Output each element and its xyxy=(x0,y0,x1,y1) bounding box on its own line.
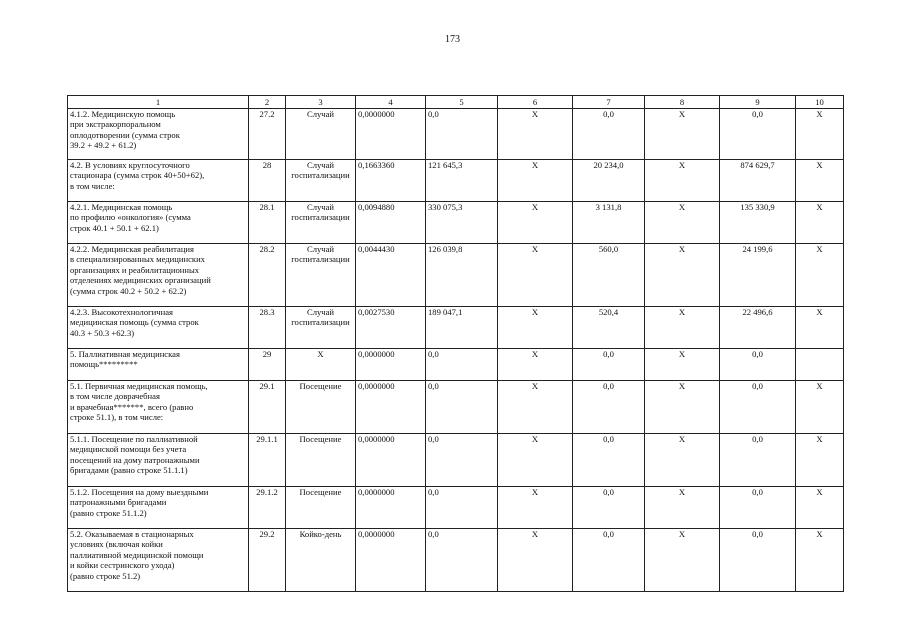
col7-cell: 0,0 xyxy=(573,349,645,381)
row-name-cell-line: 4.1.2. Медицинскую помощь xyxy=(70,109,176,119)
col8-cell: X xyxy=(645,244,720,307)
col6-cell: X xyxy=(498,307,573,349)
header-row xyxy=(68,96,844,109)
unit-cell-line: Случай xyxy=(306,244,335,254)
unit-cell-line: Посещение xyxy=(299,381,342,391)
cost-cell: 0,0 xyxy=(426,109,498,160)
cost-cell: 0,0 xyxy=(426,434,498,487)
col8-cell: X xyxy=(645,202,720,244)
row-name-cell xyxy=(68,487,249,529)
column-header: 1 xyxy=(68,96,249,109)
row-name-cell-line: 5.2. Оказываемая в стационарных xyxy=(70,529,194,539)
col6-cell: X xyxy=(498,109,573,160)
col9-cell: 0,0 xyxy=(720,434,796,487)
volume-cell: 0,0000000 xyxy=(356,434,426,487)
row-number-cell: 29.1 xyxy=(249,381,286,434)
col8-cell: X xyxy=(645,349,720,381)
row-name-cell-line: (сумма строк 40.2 + 50.2 + 62.2) xyxy=(70,285,187,296)
row-number-cell: 29.1.1 xyxy=(249,434,286,487)
col8-cell: X xyxy=(645,487,720,529)
row-number-cell: 28.2 xyxy=(249,244,286,307)
column-header: 10 xyxy=(796,96,844,109)
row-name-cell-line: помощь********* xyxy=(70,359,138,370)
volume-cell: 0,0000000 xyxy=(356,529,426,592)
unit-cell-line: Койко-день xyxy=(299,529,342,539)
cost-cell: 0,0 xyxy=(426,349,498,381)
unit-cell xyxy=(286,202,356,244)
volume-cell: 0,1663360 xyxy=(356,160,426,202)
col10-cell: X xyxy=(796,381,844,434)
row-name-cell xyxy=(68,202,249,244)
table-row xyxy=(68,349,844,381)
col10-cell: X xyxy=(796,202,844,244)
row-name-cell-line: 4.2.1. Медицинская помощь xyxy=(70,202,173,212)
col9-cell: 24 199,6 xyxy=(720,244,796,307)
row-name-cell-line: строке 51.1), в том числе: xyxy=(70,412,164,423)
row-number-cell: 27.2 xyxy=(249,109,286,160)
row-name-cell-line: (равно строке 51.1.2) xyxy=(70,507,147,518)
row-name-cell xyxy=(68,160,249,202)
cost-cell: 0,0 xyxy=(426,529,498,592)
col7-cell: 0,0 xyxy=(573,529,645,592)
row-name-cell-line: оплодотворении (сумма строк xyxy=(70,129,180,140)
column-header: 6 xyxy=(498,96,573,109)
unit-cell-line: Случай xyxy=(306,160,335,170)
unit-cell xyxy=(286,160,356,202)
row-name-cell xyxy=(68,307,249,349)
row-name-cell-line: отделениях медицинских организаций xyxy=(70,275,211,286)
row-number-cell: 28.3 xyxy=(249,307,286,349)
column-header: 2 xyxy=(249,96,286,109)
page-number: 173 xyxy=(445,34,460,45)
row-name-cell-line: стационара (сумма строк 40+50+62), xyxy=(70,170,205,181)
table-row xyxy=(68,160,844,202)
row-name-cell-line: бригадами (равно строке 51.1.1) xyxy=(70,465,188,476)
col6-cell: X xyxy=(498,349,573,381)
unit-cell xyxy=(286,307,356,349)
unit-cell-line: Посещение xyxy=(299,487,342,497)
row-number-cell: 29 xyxy=(249,349,286,381)
col9-cell: 0,0 xyxy=(720,529,796,592)
row-name-cell xyxy=(68,529,249,592)
col6-cell: X xyxy=(498,487,573,529)
row-name-cell-line: по профилю «онкология» (сумма xyxy=(70,212,191,223)
unit-cell-line: Посещение xyxy=(299,434,342,444)
col6-cell: X xyxy=(498,202,573,244)
table-row xyxy=(68,529,844,592)
row-name-cell-line: 5.1.2. Посещения на дому выездными xyxy=(70,487,209,497)
unit-cell xyxy=(286,487,356,529)
col8-cell: X xyxy=(645,529,720,592)
col10-cell: X xyxy=(796,109,844,160)
cost-cell: 330 075,3 xyxy=(426,202,498,244)
col7-cell: 0,0 xyxy=(573,381,645,434)
row-name-cell-line: 40.3 + 50.3 +62.3) xyxy=(70,327,135,338)
row-name-cell-line: патронажными бригадами xyxy=(70,497,167,508)
row-name-cell-line: 5. Паллиативная медицинская xyxy=(70,349,180,359)
col10-cell: X xyxy=(796,529,844,592)
col9-cell: 135 330,9 xyxy=(720,202,796,244)
column-header: 4 xyxy=(356,96,426,109)
col10-cell: X xyxy=(796,160,844,202)
col7-cell: 520,4 xyxy=(573,307,645,349)
col6-cell: X xyxy=(498,244,573,307)
volume-cell: 0,0094880 xyxy=(356,202,426,244)
col6-cell: X xyxy=(498,160,573,202)
unit-cell-line: госпитализации xyxy=(291,317,350,328)
row-name-cell-line: в специализированных медицинских xyxy=(70,254,205,265)
table-row xyxy=(68,434,844,487)
table-row xyxy=(68,109,844,160)
column-header: 3 xyxy=(286,96,356,109)
cost-cell: 0,0 xyxy=(426,487,498,529)
unit-cell xyxy=(286,434,356,487)
unit-cell-line: Случай xyxy=(306,202,335,212)
unit-cell xyxy=(286,381,356,434)
row-name-cell-line: при экстракорпоральном xyxy=(70,119,161,130)
table-body xyxy=(68,109,844,592)
row-name-cell-line: организациях и реабилитационных xyxy=(70,264,200,275)
col9-cell: 0,0 xyxy=(720,487,796,529)
column-header: 7 xyxy=(573,96,645,109)
col9-cell: 874 629,7 xyxy=(720,160,796,202)
cost-cell: 126 039,8 xyxy=(426,244,498,307)
col9-cell: 0,0 xyxy=(720,381,796,434)
table-row xyxy=(68,307,844,349)
volume-cell: 0,0044430 xyxy=(356,244,426,307)
row-name-cell-line: в том числе: xyxy=(70,180,115,191)
row-name-cell-line: 39.2 + 49.2 + 61.2) xyxy=(70,140,137,151)
row-name-cell-line: и врачебная*******, всего (равно xyxy=(70,401,194,412)
col7-cell: 0,0 xyxy=(573,487,645,529)
column-header: 9 xyxy=(720,96,796,109)
col7-cell: 3 131,8 xyxy=(573,202,645,244)
row-number-cell: 28 xyxy=(249,160,286,202)
volume-cell: 0,0000000 xyxy=(356,381,426,434)
table-row xyxy=(68,487,844,529)
table-row xyxy=(68,381,844,434)
cost-cell: 0,0 xyxy=(426,381,498,434)
col7-cell: 0,0 xyxy=(573,109,645,160)
col8-cell: X xyxy=(645,160,720,202)
row-name-cell-line: 4.2.2. Медицинская реабилитация xyxy=(70,244,194,254)
column-header: 8 xyxy=(645,96,720,109)
row-name-cell-line: 4.2. В условиях круглосуточного xyxy=(70,160,190,170)
row-name-cell-line: условиях (включая койки xyxy=(70,539,163,550)
col7-cell: 0,0 xyxy=(573,434,645,487)
cost-cell: 189 047,1 xyxy=(426,307,498,349)
row-number-cell: 28.1 xyxy=(249,202,286,244)
unit-cell-line: Случай xyxy=(306,109,335,119)
unit-cell-line: X xyxy=(317,349,324,359)
row-name-cell-line: в том числе доврачебная xyxy=(70,391,160,402)
col10-cell: X xyxy=(796,244,844,307)
volume-cell: 0,0000000 xyxy=(356,349,426,381)
col6-cell: X xyxy=(498,381,573,434)
table-row xyxy=(68,244,844,307)
unit-cell-line: госпитализации xyxy=(291,254,350,265)
row-name-cell xyxy=(68,244,249,307)
volume-cell: 0,0000000 xyxy=(356,487,426,529)
row-name-cell xyxy=(68,381,249,434)
col8-cell: X xyxy=(645,381,720,434)
row-name-cell-line: посещений на дому патронажными xyxy=(70,454,200,465)
row-name-cell-line: медицинской помощи без учета xyxy=(70,444,187,455)
row-number-cell: 29.1.2 xyxy=(249,487,286,529)
row-number-cell: 29.2 xyxy=(249,529,286,592)
row-name-cell-line: 4.2.3. Высокотехнологичная xyxy=(70,307,173,317)
row-name-cell-line: и койки сестринского ухода) xyxy=(70,560,175,571)
row-name-cell-line: (равно строке 51.2) xyxy=(70,570,141,581)
row-name-cell xyxy=(68,349,249,381)
unit-cell-line: госпитализации xyxy=(291,212,350,223)
col9-cell: 0,0 xyxy=(720,349,796,381)
row-name-cell-line: 5.1.1. Посещение по паллиативной xyxy=(70,434,198,444)
cost-cell: 121 645,3 xyxy=(426,160,498,202)
unit-cell xyxy=(286,244,356,307)
col9-cell: 22 496,6 xyxy=(720,307,796,349)
row-name-cell-line: паллиативной медицинской помощи xyxy=(70,549,204,560)
col8-cell: X xyxy=(645,109,720,160)
row-name-cell xyxy=(68,434,249,487)
volume-cell: 0,0000000 xyxy=(356,109,426,160)
unit-cell-line: Случай xyxy=(306,307,335,317)
row-name-cell xyxy=(68,109,249,160)
col8-cell: X xyxy=(645,434,720,487)
unit-cell xyxy=(286,109,356,160)
row-name-cell-line: строк 40.1 + 50.1 + 62.1) xyxy=(70,222,159,233)
row-name-cell-line: 5.1. Первичная медицинская помощь, xyxy=(70,381,208,391)
row-name-cell-line: медицинская помощь (сумма строк xyxy=(70,317,199,328)
column-header: 5 xyxy=(426,96,498,109)
unit-cell xyxy=(286,529,356,592)
unit-cell xyxy=(286,349,356,381)
unit-cell-line: госпитализации xyxy=(291,170,350,181)
col10-cell: X xyxy=(796,434,844,487)
col7-cell: 20 234,0 xyxy=(573,160,645,202)
data-table xyxy=(67,95,844,592)
col10-cell: X xyxy=(796,487,844,529)
col9-cell: 0,0 xyxy=(720,109,796,160)
table-row xyxy=(68,202,844,244)
col6-cell: X xyxy=(498,434,573,487)
col10-cell xyxy=(796,349,844,381)
volume-cell: 0,0027530 xyxy=(356,307,426,349)
col10-cell: X xyxy=(796,307,844,349)
col6-cell: X xyxy=(498,529,573,592)
col7-cell: 560,0 xyxy=(573,244,645,307)
col8-cell: X xyxy=(645,307,720,349)
